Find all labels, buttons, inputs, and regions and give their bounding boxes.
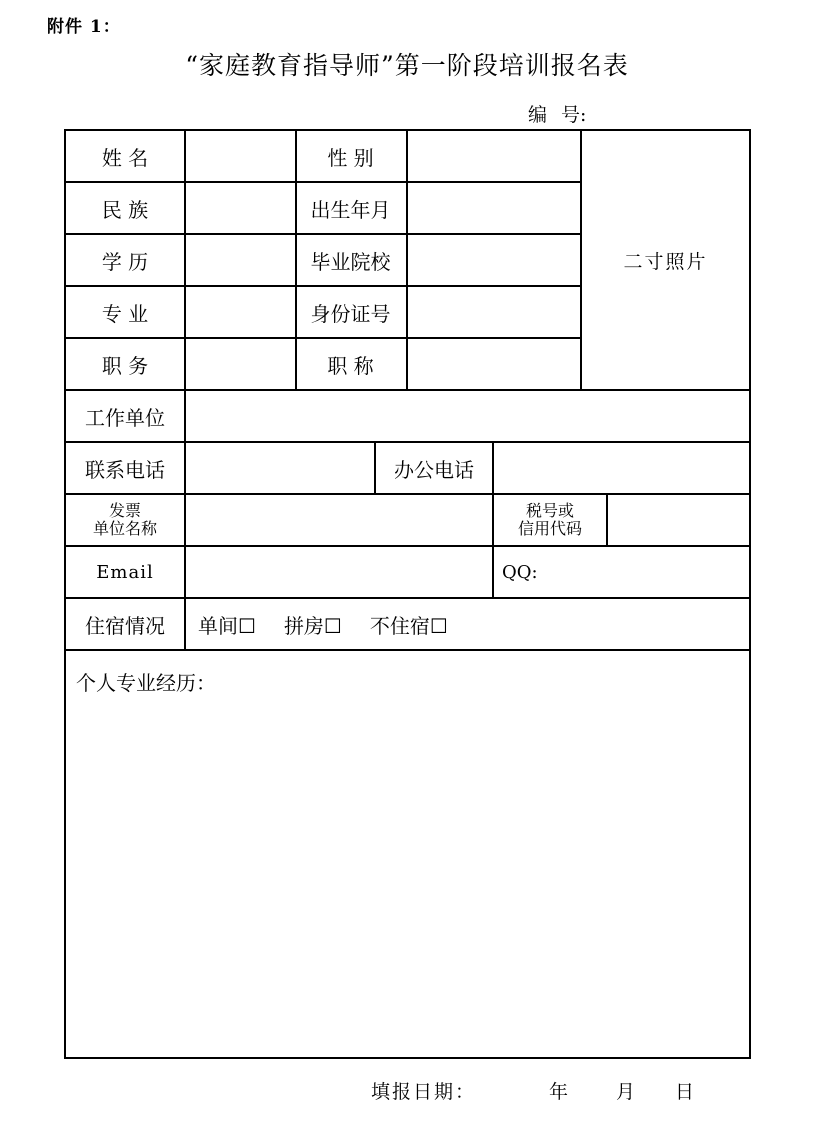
ethnicity-field[interactable]	[186, 183, 295, 233]
serial-number-label	[528, 100, 586, 127]
tax-label-line2: 信用代码	[517, 519, 582, 538]
date-month-label: 月	[616, 1081, 638, 1103]
serial-label-part-b: 号:	[561, 104, 587, 126]
workplace-field[interactable]	[186, 391, 749, 441]
label-birth-date: 出生年月	[310, 197, 391, 222]
label-ethnicity: 民 族	[101, 197, 149, 222]
label-title-rank: 职 称	[327, 353, 374, 378]
email-field[interactable]	[186, 547, 492, 597]
office-phone-field[interactable]	[494, 443, 749, 493]
label-school: 毕业院校	[310, 249, 391, 274]
major-field[interactable]	[186, 287, 295, 337]
birth-date-field[interactable]	[408, 183, 580, 233]
label-major: 专 业	[101, 301, 149, 326]
date-day-label: 日	[675, 1081, 697, 1103]
school-field[interactable]	[408, 235, 580, 285]
label-lodging: 住宿情况	[85, 613, 165, 638]
photo-placeholder: 二寸照片	[623, 250, 708, 273]
name-field[interactable]	[186, 131, 295, 181]
label-tax-number	[494, 495, 606, 545]
invoice-label-line1: 发票	[108, 501, 141, 520]
lodging-shared-option[interactable]: 拼房☐	[283, 613, 342, 638]
label-name: 姓 名	[101, 145, 149, 170]
education-field[interactable]	[186, 235, 295, 285]
professional-experience-field[interactable]	[70, 700, 745, 1050]
attachment-label: 附件 1：	[47, 17, 121, 37]
label-qq: QQ:	[502, 561, 538, 583]
lodging-single-option[interactable]: 单间☐	[198, 613, 256, 638]
row-divider	[66, 649, 749, 651]
contact-phone-field[interactable]	[186, 443, 374, 493]
lodging-options	[198, 599, 598, 649]
serial-label-part-a: 编	[528, 104, 548, 126]
gender-field[interactable]	[408, 131, 580, 181]
fill-date-label: 填报日期：	[371, 1081, 477, 1103]
tax-number-field[interactable]	[608, 495, 749, 545]
label-workplace: 工作单位	[85, 405, 165, 430]
form-title: “家庭教育指导师”第一阶段培训报名表	[185, 51, 629, 80]
label-gender: 性 别	[327, 145, 374, 170]
label-invoice-unit	[66, 495, 184, 545]
qq-field[interactable]	[544, 547, 749, 597]
position-field[interactable]	[186, 339, 295, 389]
label-education: 学 历	[101, 249, 149, 274]
tax-label-line1: 税号或	[525, 501, 574, 520]
id-number-field[interactable]	[408, 287, 580, 337]
label-professional-experience: 个人专业经历：	[76, 671, 216, 695]
date-year-label: 年	[549, 1081, 571, 1103]
label-email: Email	[96, 561, 154, 583]
lodging-none-option[interactable]: 不住宿☐	[369, 613, 448, 638]
label-position: 职 务	[101, 353, 149, 378]
label-contact-phone: 联系电话	[85, 457, 165, 482]
label-office-phone: 办公电话	[394, 457, 474, 482]
title-rank-field[interactable]	[408, 339, 580, 389]
invoice-label-line2: 单位名称	[92, 519, 157, 538]
fill-date-row	[371, 1077, 697, 1104]
label-id-number: 身份证号	[310, 301, 391, 326]
invoice-unit-field[interactable]	[186, 495, 492, 545]
